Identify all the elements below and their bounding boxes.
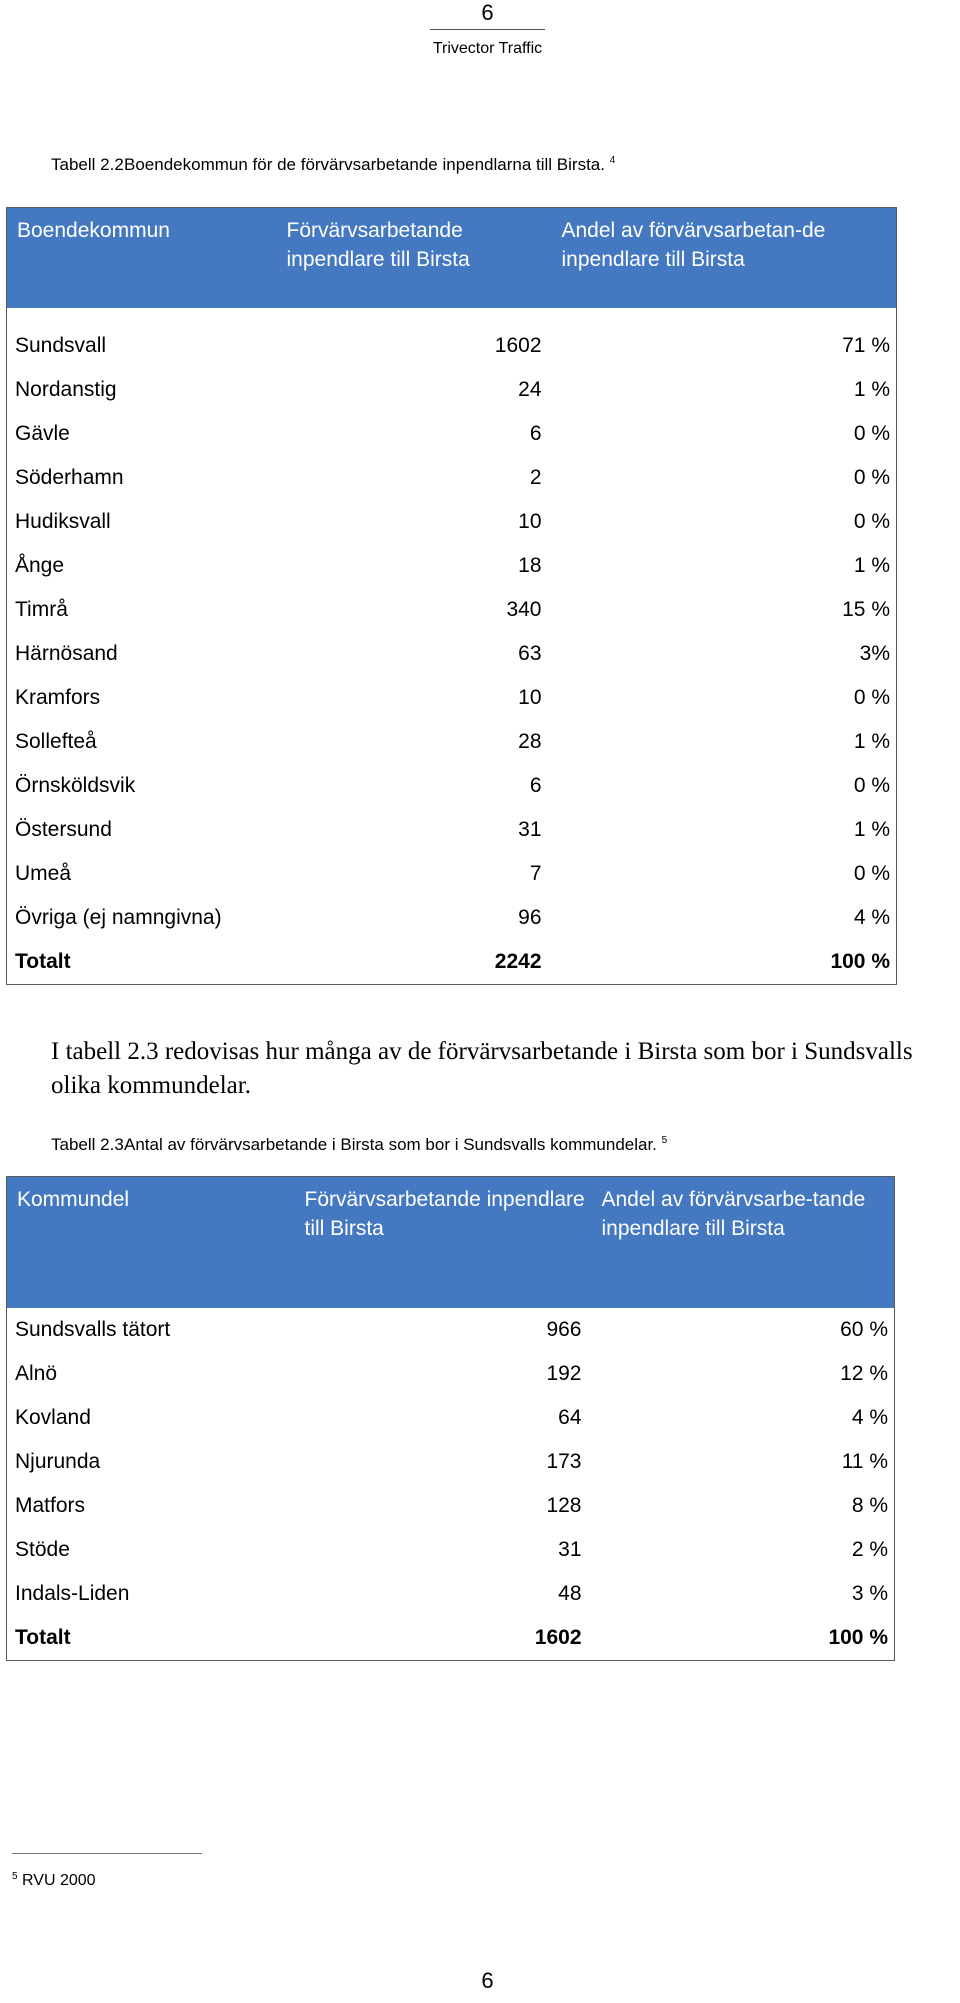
row-share: 2 %	[851, 1537, 888, 1561]
table2-header-row	[7, 1177, 895, 1308]
table1-body	[7, 324, 897, 940]
row-count: 31	[518, 817, 542, 841]
row-count: 2	[529, 465, 542, 489]
row-count: 192	[546, 1361, 582, 1385]
table2-body	[7, 1308, 895, 1616]
row-name: Östersund	[15, 817, 112, 841]
footnote-rule	[12, 1853, 202, 1854]
table1-total-row	[7, 940, 897, 985]
table-row	[7, 808, 897, 852]
table-row	[7, 588, 897, 632]
row-share: 4 %	[851, 1405, 888, 1429]
table2-total-share: 100 %	[828, 1625, 888, 1649]
table-row	[7, 1440, 895, 1484]
table-row	[7, 500, 897, 544]
table2-caption	[51, 1134, 667, 1156]
table1-total-label: Totalt	[15, 949, 71, 973]
row-count: 31	[558, 1537, 582, 1561]
table-row	[7, 632, 897, 676]
table1-total-count: 2242	[494, 949, 542, 973]
row-count: 966	[546, 1317, 582, 1341]
table-row	[7, 1484, 895, 1528]
row-share: 0 %	[853, 421, 890, 445]
header-rule	[430, 29, 545, 30]
table-row	[7, 412, 897, 456]
table1-caption-text: Boendekommun för de förvärvsarbetande inpendlarna till Birsta.	[124, 155, 605, 174]
row-share: 11 %	[841, 1449, 888, 1473]
table-row	[7, 764, 897, 808]
footnote-text: RVU 2000	[22, 1872, 96, 1889]
row-count: 128	[546, 1493, 582, 1517]
table2-col-header: Kommundel	[7, 1177, 295, 1308]
row-share: 1 %	[853, 377, 890, 401]
row-count: 6	[529, 421, 542, 445]
table2-total-row	[7, 1616, 895, 1661]
table2-total-count: 1602	[534, 1625, 582, 1649]
table2-total-label: Totalt	[15, 1625, 71, 1649]
row-count: 28	[518, 729, 542, 753]
row-name: Alnö	[15, 1361, 58, 1385]
row-share: 60 %	[840, 1317, 888, 1341]
row-share: 3 %	[851, 1581, 888, 1605]
row-count: 18	[518, 553, 542, 577]
table-row	[7, 456, 897, 500]
table-row	[7, 1528, 895, 1572]
row-share: 3%	[859, 641, 890, 665]
row-share: 0 %	[853, 685, 890, 709]
table-row	[7, 324, 897, 368]
row-count: 48	[558, 1581, 582, 1605]
row-name: Övriga (ej namngivna)	[15, 905, 222, 929]
row-name: Njurunda	[15, 1449, 101, 1473]
table-row	[7, 544, 897, 588]
row-share: 1 %	[853, 729, 890, 753]
row-share: 0 %	[853, 509, 890, 533]
table1-caption	[51, 154, 615, 176]
body-paragraph: I tabell 2.3 redovisas hur många av de förvärvsarbetande i Birsta som bor i Sundsvalls olika kommundelar.	[51, 1038, 913, 1099]
table1-total-share: 100 %	[830, 949, 890, 973]
row-name: Gävle	[15, 421, 70, 445]
row-name: Sollefteå	[15, 729, 97, 753]
row-share: 1 %	[853, 553, 890, 577]
row-count: 1602	[494, 333, 542, 357]
row-name: Nordanstig	[15, 377, 117, 401]
table2-caption-text: Antal av förvärvsarbetande i Birsta som bor i Sundsvalls kommundelar.	[124, 1135, 657, 1154]
row-count: 63	[518, 641, 542, 665]
table1	[6, 207, 897, 985]
row-count: 173	[546, 1449, 582, 1473]
row-name: Kramfors	[15, 685, 101, 709]
table2-col-header: Andel av förvärvsarbe-tande inpendlare till Birsta	[592, 1177, 895, 1308]
footnote	[12, 1871, 96, 1891]
row-share: 0 %	[853, 465, 890, 489]
row-name: Umeå	[15, 861, 72, 885]
row-share: 1 %	[853, 817, 890, 841]
row-name: Ånge	[15, 553, 65, 577]
table-row	[7, 1572, 895, 1616]
row-name: Sundsvalls tätort	[15, 1317, 171, 1341]
row-share: 0 %	[853, 773, 890, 797]
table-row	[7, 1352, 895, 1396]
table-row	[7, 1308, 895, 1352]
table-row	[7, 852, 897, 896]
row-name: Söderhamn	[15, 465, 124, 489]
table-row	[7, 896, 897, 940]
row-name: Indals-Liden	[15, 1581, 130, 1605]
page-number-bottom: 6	[481, 1968, 494, 1993]
row-count: 340	[506, 597, 542, 621]
table-row	[7, 1396, 895, 1440]
row-share: 15 %	[842, 597, 890, 621]
table1-col-header: Förvärvsarbetande inpendlare till Birsta	[277, 208, 552, 308]
table1-col-header: Andel av förvärvsarbetan-de inpendlare till Birsta	[552, 208, 897, 308]
table1-spacer	[7, 308, 897, 324]
table-row	[7, 368, 897, 412]
row-count: 96	[518, 905, 542, 929]
table-row	[7, 720, 897, 764]
table2-caption-number: Tabell 2.3	[51, 1135, 124, 1154]
row-name: Sundsvall	[15, 333, 107, 357]
row-count: 10	[518, 509, 542, 533]
row-name: Hudiksvall	[15, 509, 111, 533]
row-share: 12 %	[840, 1361, 888, 1385]
row-name: Härnösand	[15, 641, 118, 665]
row-count: 7	[529, 861, 542, 885]
row-share: 8 %	[851, 1493, 888, 1517]
row-share: 4 %	[853, 905, 890, 929]
row-share: 0 %	[853, 861, 890, 885]
row-name: Timrå	[15, 597, 68, 621]
row-count: 10	[518, 685, 542, 709]
table1-col-header: Boendekommun	[7, 208, 277, 308]
table-row	[7, 676, 897, 720]
table1-header-row	[7, 208, 897, 308]
row-name: Matfors	[15, 1493, 86, 1517]
row-count: 24	[518, 377, 542, 401]
row-name: Stöde	[15, 1537, 70, 1561]
table1-caption-number: Tabell 2.2	[51, 155, 124, 174]
company-name: Trivector Traffic	[432, 40, 543, 57]
page-number-top: 6	[481, 0, 494, 25]
row-count: 64	[558, 1405, 582, 1429]
table2-caption-note: 5	[661, 1135, 668, 1146]
row-share: 71 %	[842, 333, 890, 357]
row-count: 6	[529, 773, 542, 797]
row-name: Örnsköldsvik	[15, 773, 136, 797]
footnote-mark: 5	[12, 1871, 18, 1882]
row-name: Kovland	[15, 1405, 91, 1429]
table2	[6, 1176, 895, 1661]
table1-caption-note: 4	[609, 155, 616, 166]
table2-col-header: Förvärvsarbetande inpendlare till Birsta	[295, 1177, 592, 1308]
